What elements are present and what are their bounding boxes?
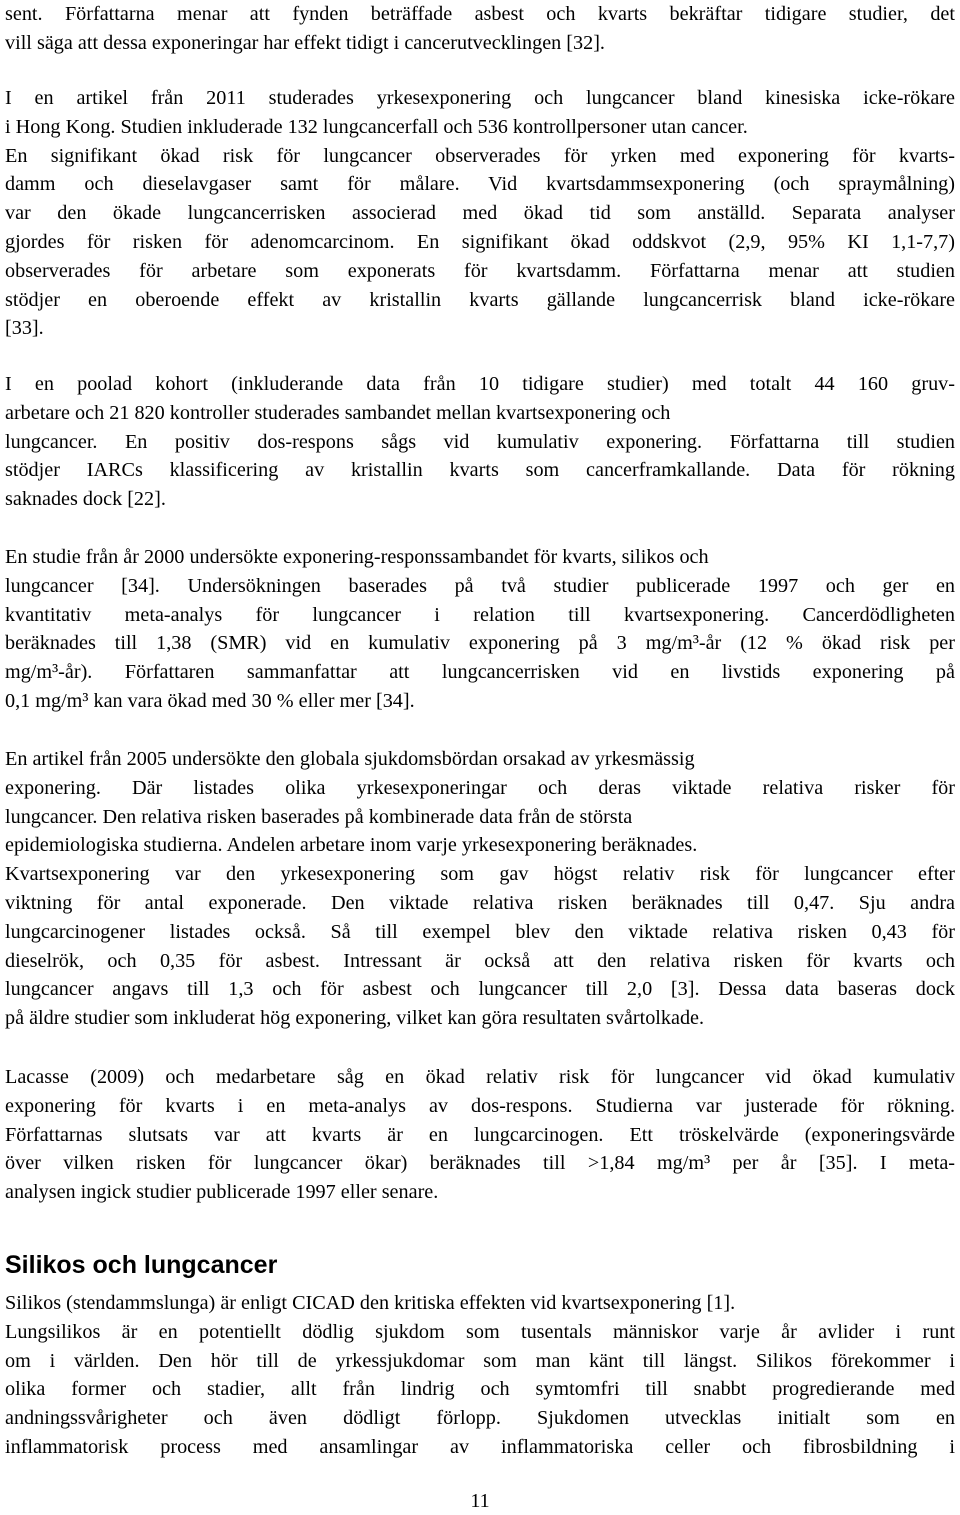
- text-line: analysen ingick studier publicerade 1997 eller senare.: [5, 1181, 439, 1204]
- text-line: [33].: [5, 317, 44, 340]
- text-line: Lungsilikos är en potentiellt dödlig sjukdom som tusentals människor varje år avlider i runt: [5, 1320, 955, 1343]
- text-line: damm och dieselavgaser samt för målare. Vid kvartsdammsexponering (och spraymålning): [5, 173, 955, 196]
- text-line: på äldre studier som inkluderat hög exponering, vilket kan göra resultaten svårtolkade.: [5, 1007, 705, 1030]
- text-line: 0,1 mg/m³ kan vara ökad med 30 % eller mer [34].: [5, 689, 415, 712]
- text-line: mg/m³-år). Författaren sammanfattar att lungcancerrisken vid en livstids exponering på: [5, 661, 955, 684]
- text-line: lungcancer. En positiv dos-respons sågs vid kumulativ exponering. Författarna till studien: [5, 430, 955, 453]
- text-line: observerades för arbetare som exponerats för kvartsdamm. Författarna menar att studien: [5, 259, 955, 282]
- text-line: Författarnas slutsats var att kvarts är en lungcarcinogen. Ett tröskelvärde (exponeringsvärde: [5, 1123, 955, 1146]
- text-line: I en poolad kohort (inkluderande data från 10 tidigare studier) med totalt 44 160 gruv-: [5, 373, 955, 395]
- text-line: andningssvårigheter och även dödligt förlopp. Sjukdomen utvecklas initialt som en: [5, 1407, 955, 1430]
- text-line: exponering för kvarts i en meta-analys av dos-respons. Studierna var justerade för rökning.: [5, 1094, 955, 1117]
- paragraph-global-burden: [5, 745, 955, 1033]
- paragraph-pooled-cohort: [5, 370, 955, 514]
- text-line: epidemiologiska studierna. Andelen arbetare inom varje yrkesexponering beräknades.: [5, 834, 698, 857]
- text-line: lungcarcinogener listades också. Så till exempel blev den viktade relativa risken 0,43 för: [5, 920, 955, 943]
- text-line: En artikel från 2005 undersökte den globala sjukdomsbördan orsakad av yrkesmässig: [5, 748, 695, 770]
- text-line: arbetare och 21 820 kontroller studerades sambandet mellan kvartsexponering och: [5, 401, 671, 424]
- text-line: stödjer IARCs klassificering av kristallin kvarts som cancerframkallande. Data för rökning: [5, 459, 955, 482]
- paragraph-exposure-response: [5, 543, 955, 716]
- text-line: stödjer en oberoende effekt av kristallin kvarts gällande lungcancerrisk bland icke-rökare: [5, 288, 955, 311]
- text-line: olika former och stadier, allt från lindrig och symtomfri till snabbt progredierande med: [5, 1378, 955, 1401]
- text-line: om i världen. Den hör till de yrkessjukdomar som man känt till längst. Silikos förekommer i: [5, 1349, 955, 1372]
- text-line: Silikos (stendammslunga) är enligt CICAD den kritiska effekten vid kvartsexponering [1].: [5, 1292, 736, 1314]
- text-line: sent. Författarna menar att fynden beträffade asbest och kvarts bekräftar tidigare studier, det: [5, 3, 955, 25]
- paragraph-hong-kong-study: [5, 84, 955, 343]
- section-heading: Silikos och lungcancer: [5, 1251, 278, 1279]
- text-line: lungcancer [34]. Undersökningen baserades på två studier publicerade 1997 och ger en: [5, 574, 955, 597]
- text-line: En signifikant ökad risk för lungcancer observerades för yrken med exponering för kvarts-: [5, 144, 955, 167]
- text-line: gjordes för risken för adenomcarcinom. En signifikant ökad oddskvot (2,9, 95% KI 1,1-7,7): [5, 230, 955, 253]
- text-line: Kvartsexponering var den yrkesexponering som gav högst relativ risk för lungcancer efter: [5, 863, 955, 886]
- text-line: Lacasse (2009) och medarbetare såg en ökad relativ risk för lungcancer vid ökad kumulativ: [5, 1066, 955, 1088]
- text-line: I en artikel från 2011 studerades yrkesexponering och lungcancer bland kinesiska icke-rökare: [5, 87, 955, 109]
- text-line: beräknades till 1,38 (SMR) vid en kumulativ exponering på 3 mg/m³-år (12 % ökad risk per: [5, 632, 955, 655]
- text-line: över vilken risken för lungcancer ökar) beräknades till >1,84 mg/m³ per år [35]. I meta-: [5, 1152, 955, 1175]
- text-line: En studie från år 2000 undersökte exponering-responssambandet för kvarts, silikos och: [5, 546, 709, 568]
- page-number: 11: [470, 1490, 490, 1512]
- text-line: dieselrök, och 0,35 för asbest. Intressant är också att den relativa risken för kvarts och: [5, 949, 955, 972]
- paragraph-lacasse-meta-analysis: [5, 1063, 955, 1207]
- text-line: lungcancer. Den relativa risken baserades på kombinerade data från de största: [5, 805, 633, 828]
- paragraph-asbest-kvarts: [5, 0, 955, 58]
- text-line: inflammatorisk process med ansamlingar av inflammatoriska celler och fibrosbildning i: [5, 1435, 955, 1458]
- text-line: lungcancer angavs till 1,3 och för asbest och lungcancer till 2,0 [3]. Dessa data baseras dock: [5, 978, 955, 1001]
- text-line: i Hong Kong. Studien inkluderade 132 lungcancerfall och 536 kontrollpersoner utan cancer.: [5, 115, 748, 138]
- text-line: viktning för antal exponerade. Den viktade relativa risken beräknades till 0,47. Sju andra: [5, 891, 955, 914]
- paragraph-silikos: [5, 1289, 955, 1462]
- text-line: vill säga att dessa exponeringar har effekt tidigt i cancerutvecklingen [32].: [5, 31, 605, 54]
- text-line: exponering. Där listades olika yrkesexponeringar och deras viktade relativa risker för: [5, 776, 955, 799]
- text-line: kvantitativ meta-analys för lungcancer i relation till kvartsexponering. Cancerdödligheten: [5, 603, 955, 626]
- text-line: saknades dock [22].: [5, 488, 166, 511]
- text-line: var den ökade lungcancerrisken associerad med ökad tid som anställd. Separata analyser: [5, 202, 955, 225]
